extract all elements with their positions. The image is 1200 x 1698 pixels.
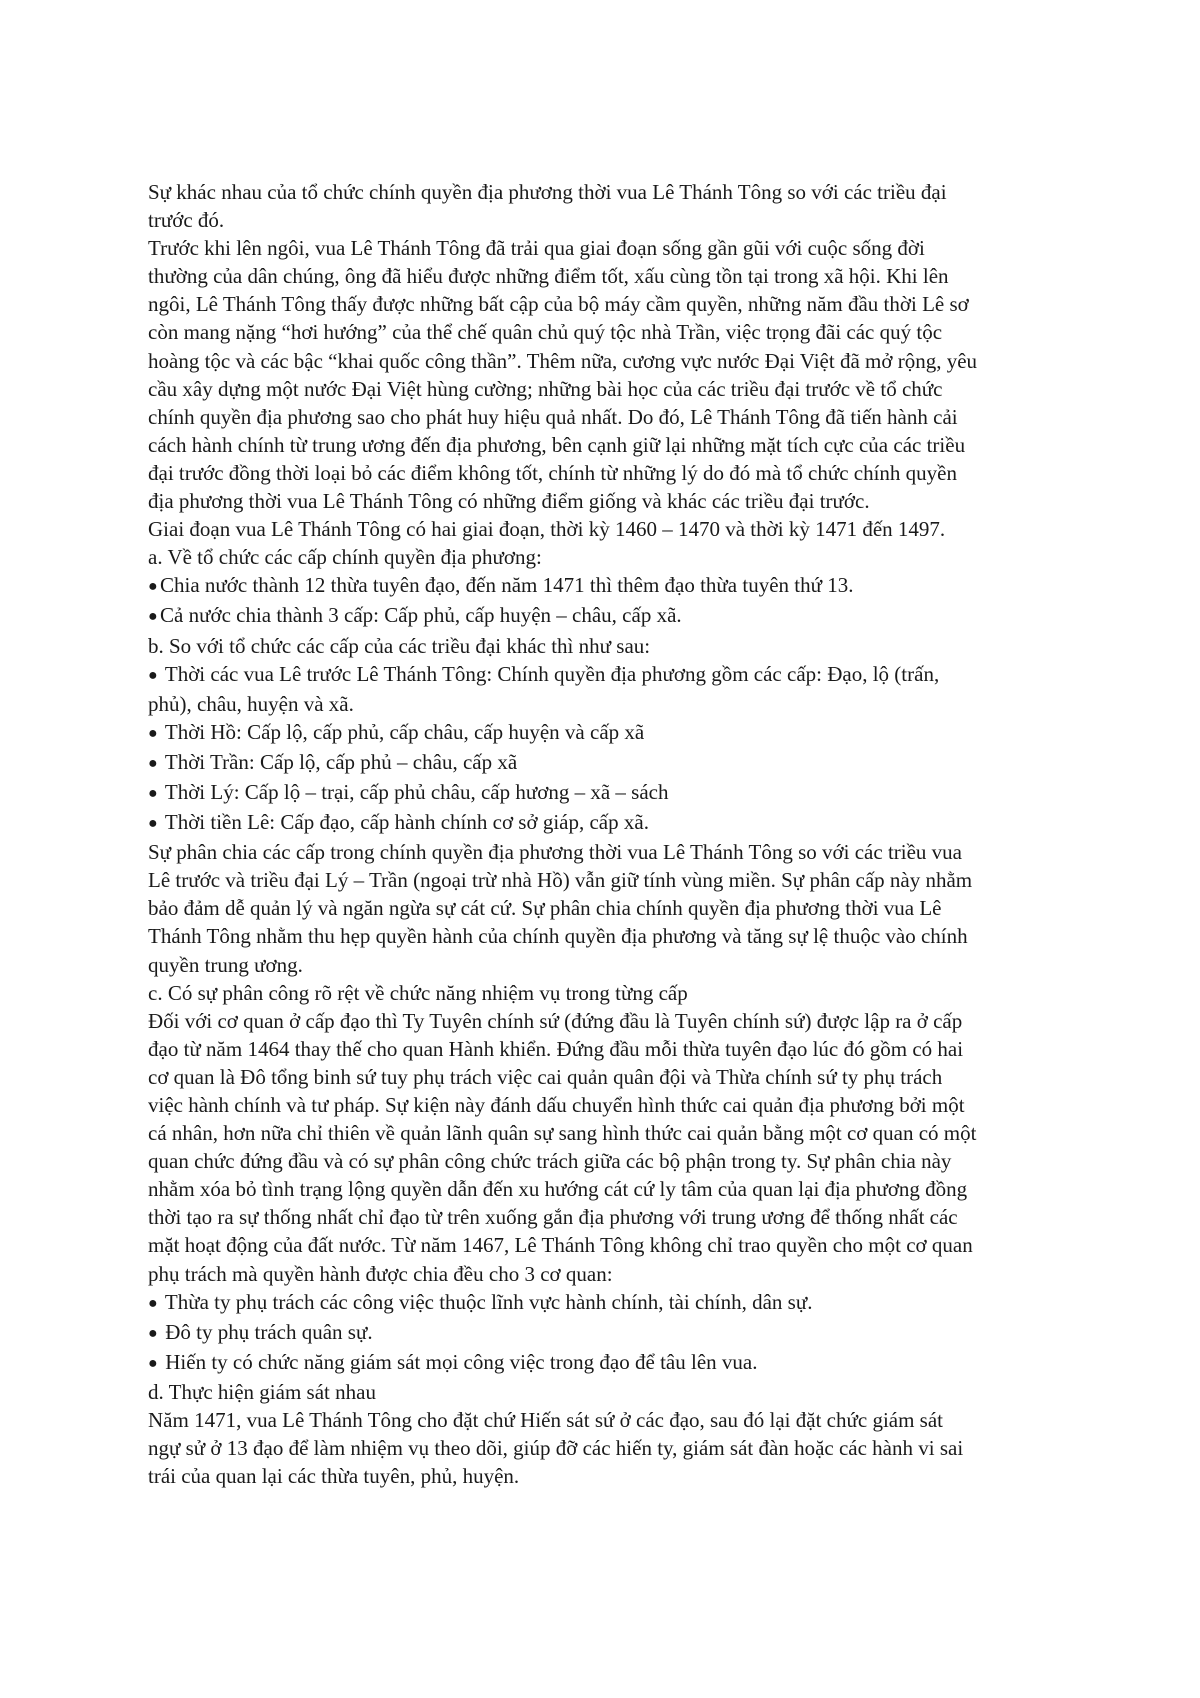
bullet-item (148, 718, 978, 748)
bullet-item (148, 1288, 978, 1318)
bullet-item (148, 1318, 978, 1348)
paragraph: Giai đoạn vua Lê Thánh Tông có hai giai đoạn, thời kỳ 1460 – 1470 và thời kỳ 1471 đến 1497. (148, 517, 946, 542)
bullet-text: Thời tiền Lê: Cấp đạo, cấp hành chính cơ sở giáp, cấp xã. (160, 810, 649, 835)
bullet-text: Thừa ty phụ trách các công việc thuộc lĩnh vực hành chính, tài chính, dân sự. (160, 1289, 813, 1314)
bullet-item (148, 808, 978, 838)
bullet-icon: ● (148, 724, 158, 742)
bullet-icon: ● (148, 608, 158, 626)
bullet-item (148, 778, 978, 808)
section-heading: b. So với tổ chức các cấp của các triều đại khác thì như sau: (148, 633, 651, 658)
bullet-icon: ● (148, 1324, 158, 1342)
paragraph: Sự khác nhau của tổ chức chính quyền địa phương thời vua Lê Thánh Tông so với các triều đại trước đó. (148, 180, 947, 233)
bullet-text: Thời Trần: Cấp lộ, cấp phủ – châu, cấp xã (160, 749, 518, 774)
bullet-icon: ● (148, 666, 158, 684)
bullet-text: Thời Lý: Cấp lộ – trại, cấp phủ châu, cấp hương – xã – sách (160, 779, 669, 804)
paragraph: Năm 1471, vua Lê Thánh Tông cho đặt chứ Hiến sát sứ ở các đạo, sau đó lại đặt chức giám sát ngự sử ở 13 đạo để làm nhiệm vụ theo dõi, giúp đỡ các hiến ty, giám sát đàn hoặc các hành vi sai trái của quan lại các thừa tuyên, phủ, huyện. (148, 1408, 964, 1489)
bullet-text: Cả nước chia thành 3 cấp: Cấp phủ, cấp huyện – châu, cấp xã. (160, 603, 682, 628)
paragraph: Trước khi lên ngôi, vua Lê Thánh Tông đã trải qua giai đoạn sống gần gũi với cuộc sống đời thường của dân chúng, ông đã hiểu được những điểm tốt, xấu cùng tồn tại trong xã hội. Khi lên ngôi, Lê Thánh Tông thấy được những bất cập của bộ máy cầm quyền, những năm đầu thời Lê sơ còn mang nặng “hơi hướng” của thể chế quân chủ quý tộc nhà Trần, việc trọng đãi các quý tộc hoàng tộc và các bậc “khai quốc công thần”. Thêm nữa, cương vực nước Đại Việt đã mở rộng, yêu cầu xây dựng một nước Đại Việt hùng cường; những bài học của các triều đại trước về tổ chức chính quyền địa phương sao cho phát huy hiệu quả nhất. Do đó, Lê Thánh Tông đã tiến hành cải cách hành chính từ trung ương đến địa phương, bên cạnh giữ lại những mặt tích cực của các triều đại trước đồng thời loại bỏ các điểm không tốt, chính từ những lý do đó mà tổ chức chính quyền địa phương thời vua Lê Thánh Tông có những điểm giống và khác các triều đại trước. (148, 236, 978, 514)
bullet-icon: ● (148, 754, 158, 772)
bullet-item (148, 748, 978, 778)
section-heading: a. Về tổ chức các cấp chính quyền địa phương: (148, 545, 542, 570)
section-heading: d. Thực hiện giám sát nhau (148, 1379, 376, 1404)
bullet-text: Đô ty phụ trách quân sự. (160, 1319, 373, 1344)
bullet-text: Hiến ty có chức năng giám sát mọi công việc trong đạo để tâu lên vua. (160, 1349, 758, 1374)
bullet-item (148, 660, 978, 718)
bullet-icon: ● (148, 815, 158, 833)
bullet-icon: ● (148, 1354, 158, 1372)
bullet-item (148, 1348, 978, 1378)
bullet-text: Thời Hồ: Cấp lộ, cấp phủ, cấp châu, cấp huyện và cấp xã (160, 719, 645, 744)
paragraph: Sự phân chia các cấp trong chính quyền địa phương thời vua Lê Thánh Tông so với các triều vua Lê trước và triều đại Lý – Trần (ngoại trừ nhà Hồ) vẫn giữ tính vùng miền. Sự phân cấp này nhằm bảo đảm dễ quản lý và ngăn ngừa sự cát cứ. Sự phân chia chính quyền địa phương thời vua Lê Thánh Tông nhằm thu hẹp quyền hành của chính quyền địa phương và tăng sự lệ thuộc vào chính quyền trung ương. (148, 840, 973, 977)
bullet-item (148, 571, 978, 601)
bullet-text: Chia nước thành 12 thừa tuyên đạo, đến năm 1471 thì thêm đạo thừa tuyên thứ 13. (160, 573, 854, 598)
bullet-item (148, 601, 978, 631)
bullet-icon: ● (148, 784, 158, 802)
section-heading: c. Có sự phân công rõ rệt về chức năng nhiệm vụ trong từng cấp (148, 980, 688, 1005)
document-body (148, 178, 978, 1490)
bullet-icon: ● (148, 1294, 158, 1312)
bullet-icon: ● (148, 578, 158, 596)
paragraph: Đối với cơ quan ở cấp đạo thì Ty Tuyên chính sứ (đứng đầu là Tuyên chính sứ) được lập ra ở cấp đạo từ năm 1464 thay thế cho quan Hành khiển. Đứng đầu mỗi thừa tuyên đạo lúc đó gồm có hai cơ quan là Đô tổng binh sứ tuy phụ trách việc cai quản quân đội và Thừa chính sứ ty phụ trách việc hành chính và tư pháp. Sự kiện này đánh dấu chuyển hình thức cai quản địa phương bởi một cá nhân, hơn nữa chỉ thiên về quản lãnh quân sự sang hình thức cai quản bằng một cơ quan có một quan chức đứng đầu và có sự phân công chức trách giữa các bộ phận trong ty. Sự phân chia này nhằm xóa bỏ tình trạng lộng quyền dẫn đến xu hướng cát cứ ly tâm của quan lại địa phương đồng thời tạo ra sự thống nhất chỉ đạo từ trên xuống gắn địa phương với trung ương để thống nhất các mặt hoạt động của đất nước. Từ năm 1467, Lê Thánh Tông không chỉ trao quyền cho một cơ quan phụ trách mà quyền hành được chia đều cho 3 cơ quan: (148, 1008, 977, 1286)
bullet-text: Thời các vua Lê trước Lê Thánh Tông: Chính quyền địa phương gồm các cấp: Đạo, lộ (trấn, phủ), châu, huyện và xã. (148, 661, 940, 716)
